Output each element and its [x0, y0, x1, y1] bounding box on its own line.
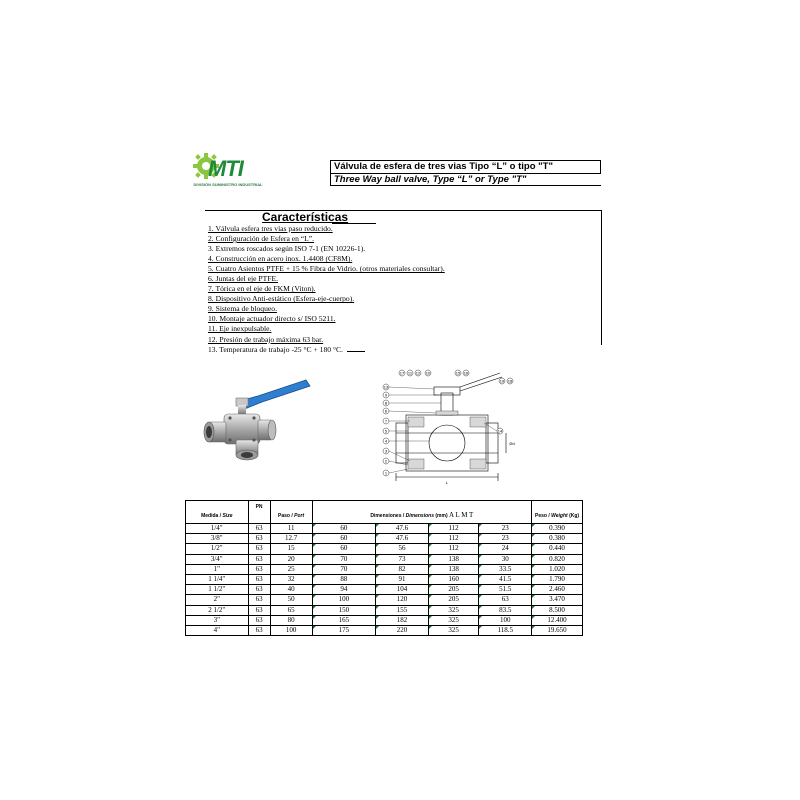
- table-cell: 12.7: [270, 534, 312, 544]
- feature-item: 5. Cuatro Asientos PTFE + 15 % Fibra de Vidrio. (otros materiales consultar).: [208, 264, 445, 274]
- table-row: [186, 524, 583, 534]
- table-cell: 155: [376, 605, 429, 615]
- title-box: [330, 160, 601, 186]
- table-cell: 120: [376, 595, 429, 605]
- cross-section-drawing: [378, 365, 523, 487]
- spec-table: [185, 500, 583, 636]
- svg-text:11: 11: [407, 370, 413, 376]
- logo-subtitle: DIVISIÓN SUMINISTRO INDUSTRIAL: [193, 182, 263, 187]
- dim-label-L: L: [445, 480, 449, 485]
- table-cell: 50: [270, 595, 312, 605]
- table-cell: 1.790: [532, 574, 583, 584]
- table-cell: 40: [270, 585, 312, 595]
- svg-text:9: 9: [384, 392, 388, 398]
- logo-text: MTI: [208, 156, 243, 181]
- feature-item: 3. Extremos roscados según ISO 7-1 (EN 10226-1).: [208, 244, 366, 254]
- svg-text:16: 16: [463, 370, 469, 376]
- table-cell: 15: [270, 544, 312, 554]
- table-cell: 47.6: [376, 534, 429, 544]
- features-heading: Características: [262, 210, 349, 224]
- svg-text:14: 14: [497, 428, 503, 434]
- table-cell: 104: [376, 585, 429, 595]
- table-cell: 24: [479, 544, 532, 554]
- feature-item-last: [208, 345, 445, 355]
- svg-text:8: 8: [384, 400, 388, 406]
- table-cell: 325: [428, 615, 479, 625]
- table-cell: 1 1/4": [186, 574, 249, 584]
- table-row: [186, 595, 583, 605]
- table-cell: 112: [428, 534, 479, 544]
- feature-item: 7. Tórica en el eje de FKM (Viton).: [208, 284, 316, 294]
- svg-text:7: 7: [384, 418, 388, 424]
- table-cell: 63: [479, 595, 532, 605]
- table-body: [186, 524, 583, 636]
- table-cell: 150: [312, 605, 376, 615]
- table-cell: 80: [270, 615, 312, 625]
- table-cell: 63: [248, 544, 270, 554]
- table-cell: 25: [270, 564, 312, 574]
- svg-text:17: 17: [399, 370, 405, 376]
- header-weight: Peso / Weight (Kg): [532, 501, 583, 524]
- table-cell: 165: [312, 615, 376, 625]
- feature-item: 11. Eje inexpulsable.: [208, 324, 272, 334]
- exploded-view-diagram: [378, 365, 523, 487]
- table-cell: 138: [428, 564, 479, 574]
- table-cell: 63: [248, 574, 270, 584]
- table-cell: 82: [376, 564, 429, 574]
- svg-text:4: 4: [384, 438, 388, 444]
- table-cell: 94: [312, 585, 376, 595]
- table-cell: 70: [312, 554, 376, 564]
- table-cell: 63: [248, 605, 270, 615]
- table-cell: 100: [479, 615, 532, 625]
- table-cell: 63: [248, 564, 270, 574]
- table-cell: 60: [312, 534, 376, 544]
- table-cell: 20: [270, 554, 312, 564]
- table-cell: 112: [428, 524, 479, 534]
- table-cell: 160: [428, 574, 479, 584]
- table-cell: 0.820: [532, 554, 583, 564]
- table-row: [186, 585, 583, 595]
- title-english: Three Way ball valve, Type “L” or Type "T": [331, 173, 601, 186]
- table-cell: 63: [248, 595, 270, 605]
- table-cell: 325: [428, 605, 479, 615]
- feature-item: 1. Válvula esfera tres vías paso reducido.: [208, 224, 333, 233]
- table-row: [186, 625, 583, 635]
- svg-text:10: 10: [425, 370, 431, 376]
- svg-text:2: 2: [384, 458, 388, 464]
- table-cell: 2.460: [532, 585, 583, 595]
- feature-item: 13. Temperatura de trabajo -25 °C + 180 °C.: [208, 344, 343, 354]
- table-cell: 1/2": [186, 544, 249, 554]
- features-list: [208, 224, 445, 355]
- table-cell: 182: [376, 615, 429, 625]
- table-cell: 32: [270, 574, 312, 584]
- table-cell: 63: [248, 554, 270, 564]
- table-cell: 138: [428, 554, 479, 564]
- table-cell: 63: [248, 534, 270, 544]
- table-cell: 3/4": [186, 554, 249, 564]
- table-cell: 65: [270, 605, 312, 615]
- table-cell: 220: [376, 625, 429, 635]
- table-cell: 205: [428, 585, 479, 595]
- feature-item: 8. Dispositivo Anti-estático (Esfera-eje-cuerpo).: [208, 294, 355, 304]
- table-row: [186, 615, 583, 625]
- table-cell: 70: [312, 564, 376, 574]
- table-cell: 100: [270, 625, 312, 635]
- table-cell: 12.400: [532, 615, 583, 625]
- table-cell: 175: [312, 625, 376, 635]
- table-cell: 23: [479, 534, 532, 544]
- table-cell: 1": [186, 564, 249, 574]
- table-cell: 23: [479, 524, 532, 534]
- table-cell: 56: [376, 544, 429, 554]
- feature-item: 4. Construcción en acero inox. 1.4408 (CF8M).: [208, 254, 353, 264]
- dim-label-d: Ød: [509, 441, 515, 446]
- table-cell: 41.5: [479, 574, 532, 584]
- table-cell: 3": [186, 615, 249, 625]
- feature-item: 6. Juntas del eje PTFE.: [208, 274, 279, 284]
- svg-text:19: 19: [499, 378, 505, 384]
- ball-valve-illustration: [196, 372, 314, 467]
- table-cell: 0.440: [532, 544, 583, 554]
- valve-photo: [196, 372, 314, 467]
- feature-tail-line: [347, 351, 365, 352]
- table-cell: 1 1/2": [186, 585, 249, 595]
- table-row: [186, 605, 583, 615]
- table-cell: 8.500: [532, 605, 583, 615]
- table-cell: 60: [312, 544, 376, 554]
- header-pn: PN: [248, 501, 270, 524]
- table-cell: 51.5: [479, 585, 532, 595]
- table-cell: 83.5: [479, 605, 532, 615]
- table-cell: 2": [186, 595, 249, 605]
- table-cell: 118.5: [479, 625, 532, 635]
- table-cell: 63: [248, 585, 270, 595]
- title-spanish: Válvula de esfera de tres vias Tipo “L” o tipo "T": [331, 161, 601, 173]
- table-row: [186, 564, 583, 574]
- table-row: [186, 534, 583, 544]
- svg-text:3: 3: [384, 448, 388, 454]
- feature-item: 9. Sistema de bloqueo.: [208, 304, 277, 314]
- svg-text:18: 18: [507, 378, 513, 384]
- table-cell: 325: [428, 625, 479, 635]
- feature-item: 2. Configuración de Esfera en “L”.: [208, 234, 315, 244]
- table-cell: 88: [312, 574, 376, 584]
- svg-text:12: 12: [415, 370, 421, 376]
- table-header-row: [186, 501, 583, 524]
- table-cell: 0.390: [532, 524, 583, 534]
- table-cell: 60: [312, 524, 376, 534]
- header-port: Paso / Port: [270, 501, 312, 524]
- svg-text:15: 15: [455, 370, 461, 376]
- table-cell: 63: [248, 524, 270, 534]
- table-cell: 63: [248, 615, 270, 625]
- table-cell: 100: [312, 595, 376, 605]
- table-cell: 112: [428, 544, 479, 554]
- table-cell: 205: [428, 595, 479, 605]
- feature-item: 12. Presión de trabajo máxima 63 bar.: [208, 334, 324, 344]
- table-cell: 4": [186, 625, 249, 635]
- svg-text:6: 6: [384, 408, 388, 414]
- table-cell: 11: [270, 524, 312, 534]
- table-cell: 3/8": [186, 534, 249, 544]
- table-cell: 1.020: [532, 564, 583, 574]
- table-row: [186, 544, 583, 554]
- table-cell: 30: [479, 554, 532, 564]
- table-cell: 47.6: [376, 524, 429, 534]
- feature-item: 10. Montaje actuador directo s/ ISO 5211.: [208, 314, 336, 324]
- table-cell: 0.380: [532, 534, 583, 544]
- table-cell: 2 1/2": [186, 605, 249, 615]
- table-cell: 3.470: [532, 595, 583, 605]
- header-dimensions: Dimensiones / Dimensions (mm) A L M T: [312, 501, 532, 524]
- table-row: [186, 574, 583, 584]
- table-cell: 91: [376, 574, 429, 584]
- table-cell: 63: [248, 625, 270, 635]
- table-cell: 33.5: [479, 564, 532, 574]
- svg-text:5: 5: [384, 428, 388, 434]
- svg-text:1: 1: [384, 470, 388, 476]
- table-cell: 19.650: [532, 625, 583, 635]
- svg-text:13: 13: [383, 384, 389, 390]
- header-size: Medida / Size: [186, 501, 249, 524]
- table-row: [186, 554, 583, 564]
- table-cell: 73: [376, 554, 429, 564]
- table-cell: 1/4": [186, 524, 249, 534]
